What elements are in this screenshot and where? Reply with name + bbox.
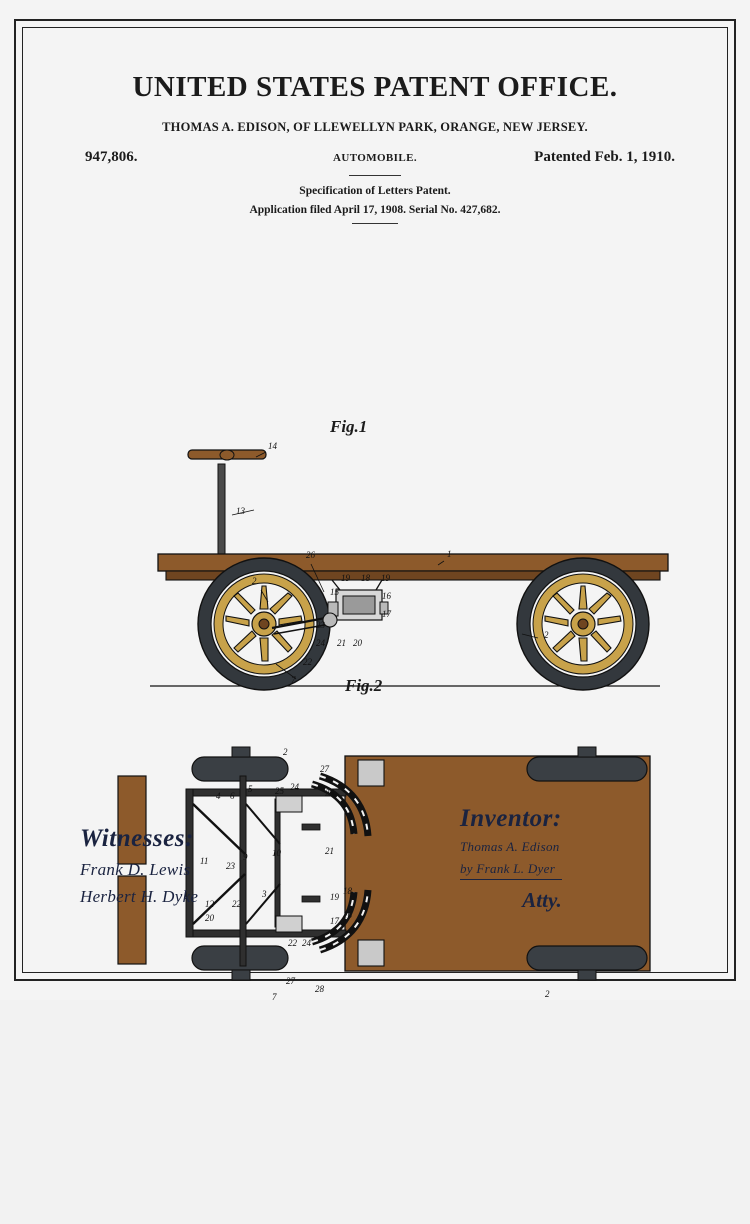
reference-numeral: 3 (262, 889, 267, 899)
divider-rule-top (349, 175, 401, 176)
reference-numeral: 10 (272, 848, 281, 858)
reference-numeral: 2 (252, 576, 257, 586)
reference-numeral: 19 (341, 573, 350, 583)
patent-meta-row (40, 149, 710, 171)
reference-numeral: 1 (447, 549, 452, 559)
reference-numeral: 2 (545, 989, 550, 999)
inventor-heading: Inventor: (460, 805, 562, 832)
reference-numeral: 14 (268, 441, 277, 451)
patent-number: 947,806. (85, 149, 138, 165)
reference-numeral: 22 (232, 899, 241, 909)
reference-numeral: 2 (283, 747, 288, 757)
reference-numeral: 16 (382, 591, 391, 601)
reference-numeral: 22 (303, 657, 312, 667)
witness-signature-1: Frank D. Lewis (80, 860, 191, 879)
reference-numeral: 21 (325, 846, 334, 856)
patent-date: Patented Feb. 1, 1910. (534, 149, 675, 165)
reference-numeral: 15 (330, 587, 339, 597)
reference-numeral: 4 (216, 791, 221, 801)
signature-underline (460, 879, 562, 880)
specification-line: Specification of Letters Patent. (299, 185, 451, 197)
reference-numeral: 19 (381, 573, 390, 583)
reference-numeral: 9 (243, 852, 248, 862)
page-content (40, 45, 710, 1002)
reference-numeral: 26 (325, 788, 334, 798)
reference-numeral: 18 (361, 573, 370, 583)
reference-numeral: 17 (330, 916, 339, 926)
reference-numeral: 17 (382, 609, 391, 619)
reference-numeral: 26 (306, 550, 315, 560)
patent-subject: AUTOMOBILE. (333, 152, 417, 164)
reference-numeral: 24 (290, 782, 299, 792)
reference-numeral: 23 (226, 861, 235, 871)
reference-numeral: 18 (343, 886, 352, 896)
reference-numeral: 25 (275, 786, 284, 796)
reference-numeral: 11 (200, 856, 209, 866)
attorney-label: Atty. (522, 888, 562, 912)
witness-block (80, 825, 198, 907)
figure-2-drawing (40, 684, 710, 1224)
witnesses-heading: Witnesses: (80, 825, 194, 852)
reference-numeral: 12 (205, 899, 214, 909)
reference-numeral: 20 (205, 913, 214, 923)
inventor-signature: Thomas A. Edison (460, 839, 560, 854)
reference-numeral: 20 (353, 638, 362, 648)
figure-2-label: Fig.2 (345, 676, 383, 695)
reference-numeral: 16 (343, 910, 352, 920)
attorney-signature: by Frank L. Dyer (460, 861, 556, 876)
reference-numeral: 19 (330, 892, 339, 902)
page-title: UNITED STATES PATENT OFFICE. (132, 71, 618, 103)
reference-numeral: 27 (320, 764, 329, 774)
reference-numeral: 2 (544, 630, 549, 640)
figure-1-label: Fig.1 (330, 417, 368, 436)
reference-numeral: 23 (316, 620, 325, 630)
reference-numeral: 6 (230, 791, 235, 801)
reference-numeral: 7 (291, 675, 296, 685)
application-line: Application filed April 17, 1908. Serial No. 427,682. (249, 204, 501, 216)
reference-numeral: 24 (302, 938, 311, 948)
reference-numeral: 21 (337, 638, 346, 648)
figure-1-drawing (40, 224, 710, 724)
reference-numeral: 13 (236, 506, 245, 516)
reference-numeral: 27 (286, 976, 295, 986)
inventor-block (460, 805, 562, 913)
inventor-line: THOMAS A. EDISON, OF LLEWELLYN PARK, ORANGE, NEW JERSEY. (162, 120, 588, 134)
witness-signature-2: Herbert H. Dyke (80, 887, 199, 906)
reference-numeral: 24 (316, 638, 325, 648)
reference-numeral: 5 (248, 784, 253, 794)
reference-numeral: 28 (315, 984, 324, 994)
reference-numeral: 22 (288, 938, 297, 948)
reference-numeral: 7 (272, 992, 277, 1002)
